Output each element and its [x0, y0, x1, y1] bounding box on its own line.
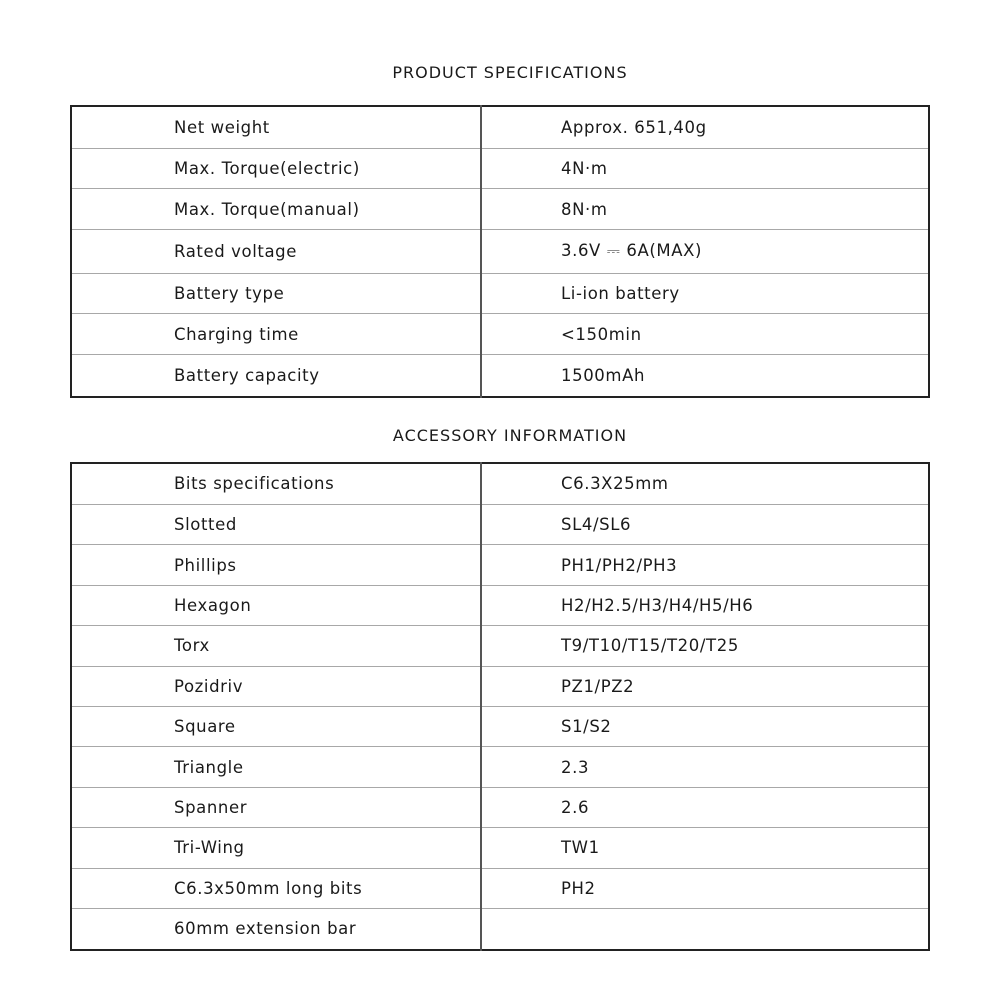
accessory-value: TW1: [481, 828, 929, 868]
table-row: [71, 273, 929, 314]
table-row: [71, 585, 929, 625]
spec-value: 8N·m: [481, 189, 929, 230]
table-row: [71, 828, 929, 868]
spec-label: Charging time: [71, 314, 481, 355]
product-specifications-title: PRODUCT SPECIFICATIONS: [392, 63, 628, 82]
table-row: [71, 148, 929, 189]
accessory-value: T9/T10/T15/T20/T25: [481, 626, 929, 666]
table-row: [71, 787, 929, 827]
spec-value: 4N·m: [481, 148, 929, 189]
accessory-label: Tri-Wing: [71, 828, 481, 868]
accessory-label: Triangle: [71, 747, 481, 787]
table-row: [71, 189, 929, 230]
accessory-information-table: [70, 462, 930, 951]
table-row: [71, 747, 929, 787]
accessory-value: 2.6: [481, 787, 929, 827]
table-row: [71, 908, 929, 950]
accessory-label: 60mm extension bar: [71, 908, 481, 950]
table-row: [71, 463, 929, 504]
spec-label: Battery type: [71, 273, 481, 314]
spec-value: Approx. 651,40g: [561, 117, 707, 137]
accessory-information-title: ACCESSORY INFORMATION: [392, 426, 628, 445]
spec-value: 1500mAh: [481, 355, 929, 397]
spec-label: Rated voltage: [71, 230, 481, 273]
accessory-value: SL4/SL6: [481, 504, 929, 544]
accessory-label: Square: [71, 706, 481, 746]
table-row: [71, 706, 929, 746]
table-row: [71, 545, 929, 585]
accessory-label: Phillips: [71, 545, 481, 585]
table-row: [71, 314, 929, 355]
product-specifications-table: [70, 105, 930, 398]
accessory-value: C6.3X25mm: [561, 474, 669, 494]
table-row: [71, 626, 929, 666]
table-row: [71, 230, 929, 273]
accessory-value: 2.3: [481, 747, 929, 787]
spec-value: <150min: [481, 314, 929, 355]
spec-label: Max. Torque(manual): [71, 189, 481, 230]
table-row: [71, 355, 929, 397]
accessory-label: Spanner: [71, 787, 481, 827]
spec-label: Max. Torque(electric): [71, 148, 481, 189]
accessory-label: Bits specifications: [71, 463, 481, 504]
accessory-label: Slotted: [71, 504, 481, 544]
spec-label: Net weight: [71, 106, 481, 148]
accessory-value: [481, 908, 929, 950]
accessory-value: S1/S2: [481, 706, 929, 746]
table-row: [71, 504, 929, 544]
table-row: [71, 106, 929, 148]
accessory-label: C6.3x50mm long bits: [71, 868, 481, 908]
accessory-value: PZ1/PZ2: [481, 666, 929, 706]
table-row: [71, 868, 929, 908]
accessory-label: Torx: [71, 626, 481, 666]
accessory-label: Pozidriv: [71, 666, 481, 706]
accessory-value: PH1/PH2/PH3: [481, 545, 929, 585]
spec-value: Li-ion battery: [481, 273, 929, 314]
accessory-value: PH2: [481, 868, 929, 908]
table-row: [71, 666, 929, 706]
spec-value: 3.6V ⎓ 6A(MAX): [481, 230, 929, 273]
accessory-value: H2/H2.5/H3/H4/H5/H6: [481, 585, 929, 625]
accessory-label: Hexagon: [71, 585, 481, 625]
spec-label: Battery capacity: [71, 355, 481, 397]
